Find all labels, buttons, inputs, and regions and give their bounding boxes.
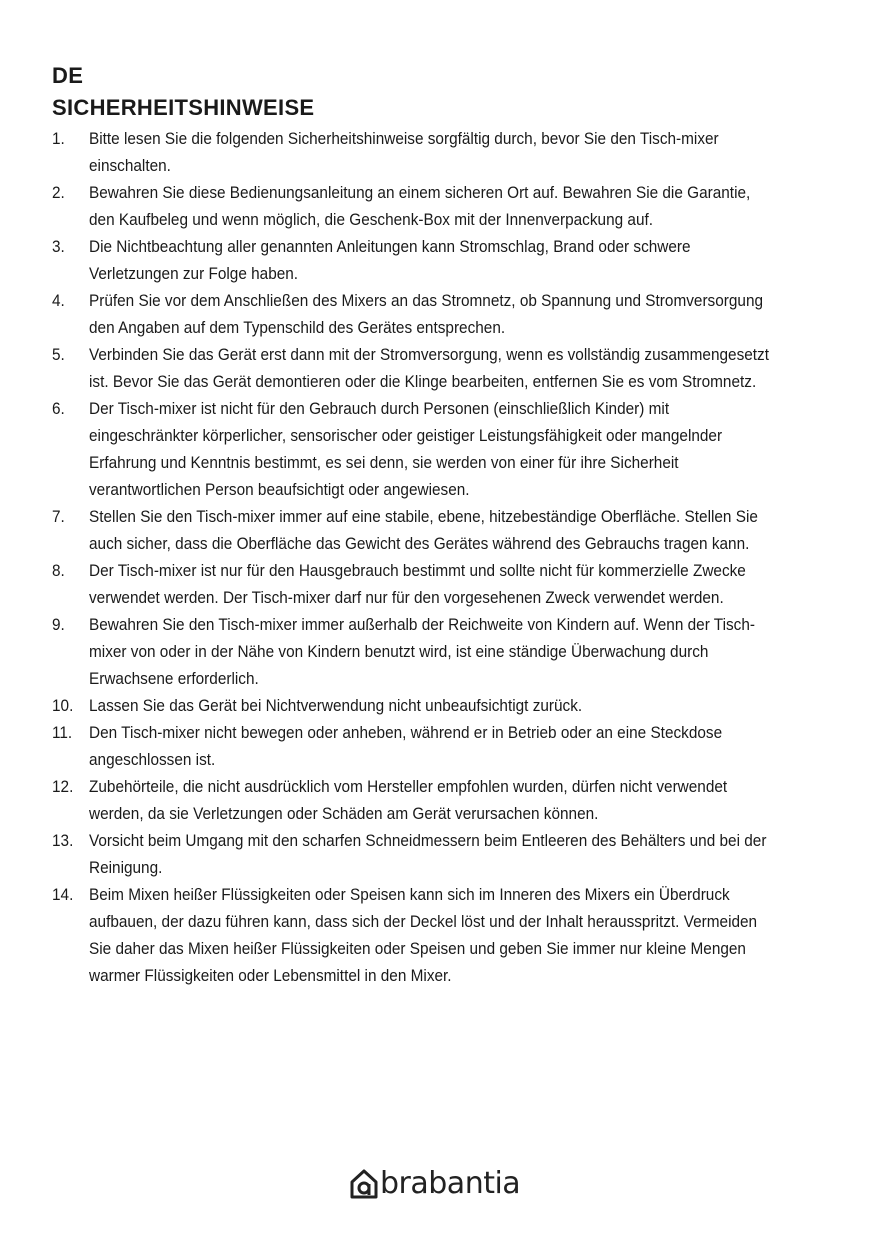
item-text: Der Tisch-mixer ist nur für den Hausgebrauch bestimmt und sollte nicht für kommerzielle Zwecke verwendet werden. Der Tisch-mixer darf nur für den vorgesehenen Zweck verwendet werden. [89,561,746,607]
language-code: DE [52,63,84,88]
item-number: 13. [52,831,74,850]
list-item [52,287,774,341]
item-text: Den Tisch-mixer nicht bewegen oder anheben, während er in Betrieb oder an eine Steckdose angeschlossen ist. [89,723,723,769]
item-text: Bewahren Sie den Tisch-mixer immer außerhalb der Reichweite von Kindern auf. Wenn der Tisch-mixer von oder in der Nähe von Kindern benutzt wird, ist eine ständige Überwachung durch Erwachsene erforderlich. [89,615,756,688]
item-number: 6. [52,399,65,418]
list-item [52,692,774,719]
item-text: Stellen Sie den Tisch-mixer immer auf eine stabile, ebene, hitzebeständige Oberfläche. Stellen Sie auch sicher, dass die Oberfläche das Gewicht des Gerätes während des Gebrauchs tragen kann. [89,507,758,553]
list-item [52,341,774,395]
item-text: Verbinden Sie das Gerät erst dann mit der Stromversorgung, wenn es vollständig zusammengesetzt ist. Bevor Sie das Gerät demontieren oder die Klinge bearbeiten, entfernen Sie es vom Stromnetz. [89,345,769,391]
item-number: 11. [52,723,73,742]
list-item [52,179,774,233]
item-number: 1. [52,129,65,148]
list-item [52,773,774,827]
item-number: 5. [52,345,65,364]
item-text: Die Nichtbeachtung aller genannten Anleitungen kann Stromschlag, Brand oder schwere Verletzungen zur Folge haben. [89,237,691,283]
list-item [52,233,774,287]
item-text: Prüfen Sie vor dem Anschließen des Mixers an das Stromnetz, ob Spannung und Stromversorgung den Angaben auf dem Typenschild des Gerätes entsprechen. [89,291,764,337]
safety-instructions-list [52,125,774,989]
page-title: SICHERHEITSHINWEISE [52,95,315,120]
item-text: Bitte lesen Sie die folgenden Sicherheitshinweise sorgfältig durch, bevor Sie den Tisch-mixer einschalten. [89,129,719,175]
item-number: 10. [52,696,74,715]
item-text: Bewahren Sie diese Bedienungsanleitung an einem sicheren Ort auf. Bewahren Sie die Garantie, den Kaufbeleg und wenn möglich, die Geschenk-Box mit der Innenverpackung auf. [89,183,751,229]
item-text: Vorsicht beim Umgang mit den scharfen Schneidmessern beim Entleeren des Behälters und bei der Reinigung. [89,831,767,877]
item-number: 2. [52,183,65,202]
list-item [52,611,774,692]
brand-logo: brabantia [380,1166,521,1201]
item-number: 8. [52,561,65,580]
item-number: 9. [52,615,65,634]
list-item [52,557,774,611]
item-number: 4. [52,291,65,310]
item-text: Der Tisch-mixer ist nicht für den Gebrauch durch Personen (einschließlich Kinder) mit eingeschränkter körperlicher, sensorischer oder geistiger Leistungsfähigkeit oder mangelnder Erfahrung und Kenntnis bestimmt, es sei denn, sie werden von einer für ihre Sicherheit verantwortlichen Person beaufsichtigt oder angewiesen. [89,399,723,499]
list-item [52,827,774,881]
item-text: Zubehörteile, die nicht ausdrücklich vom Hersteller empfohlen wurden, dürfen nicht verwendet werden, da sie Verletzungen oder Schäden am Gerät verursachen können. [89,777,728,823]
item-number: 7. [52,507,65,526]
item-text: Lassen Sie das Gerät bei Nichtverwendung nicht unbeaufsichtigt zurück. [89,696,583,715]
brand-footer [350,1164,520,1204]
list-item [52,719,774,773]
list-item [52,881,774,989]
list-item [52,503,774,557]
brabantia-house-icon [350,1169,378,1199]
item-text: Beim Mixen heißer Flüssigkeiten oder Speisen kann sich im Inneren des Mixers ein Überdruck aufbauen, der dazu führen kann, dass sich der Deckel löst und der Inhalt herausspritzt. Vermeiden Sie daher das Mixen heißer Flüssigkeiten oder Speisen und geben Sie immer nur kleine Mengen warmer Flüssigkeiten oder Lebensmittel in den Mixer. [89,885,758,985]
item-number: 12. [52,777,74,796]
list-item [52,395,774,503]
list-item [52,125,774,179]
item-number: 3. [52,237,65,256]
item-number: 14. [52,885,74,904]
